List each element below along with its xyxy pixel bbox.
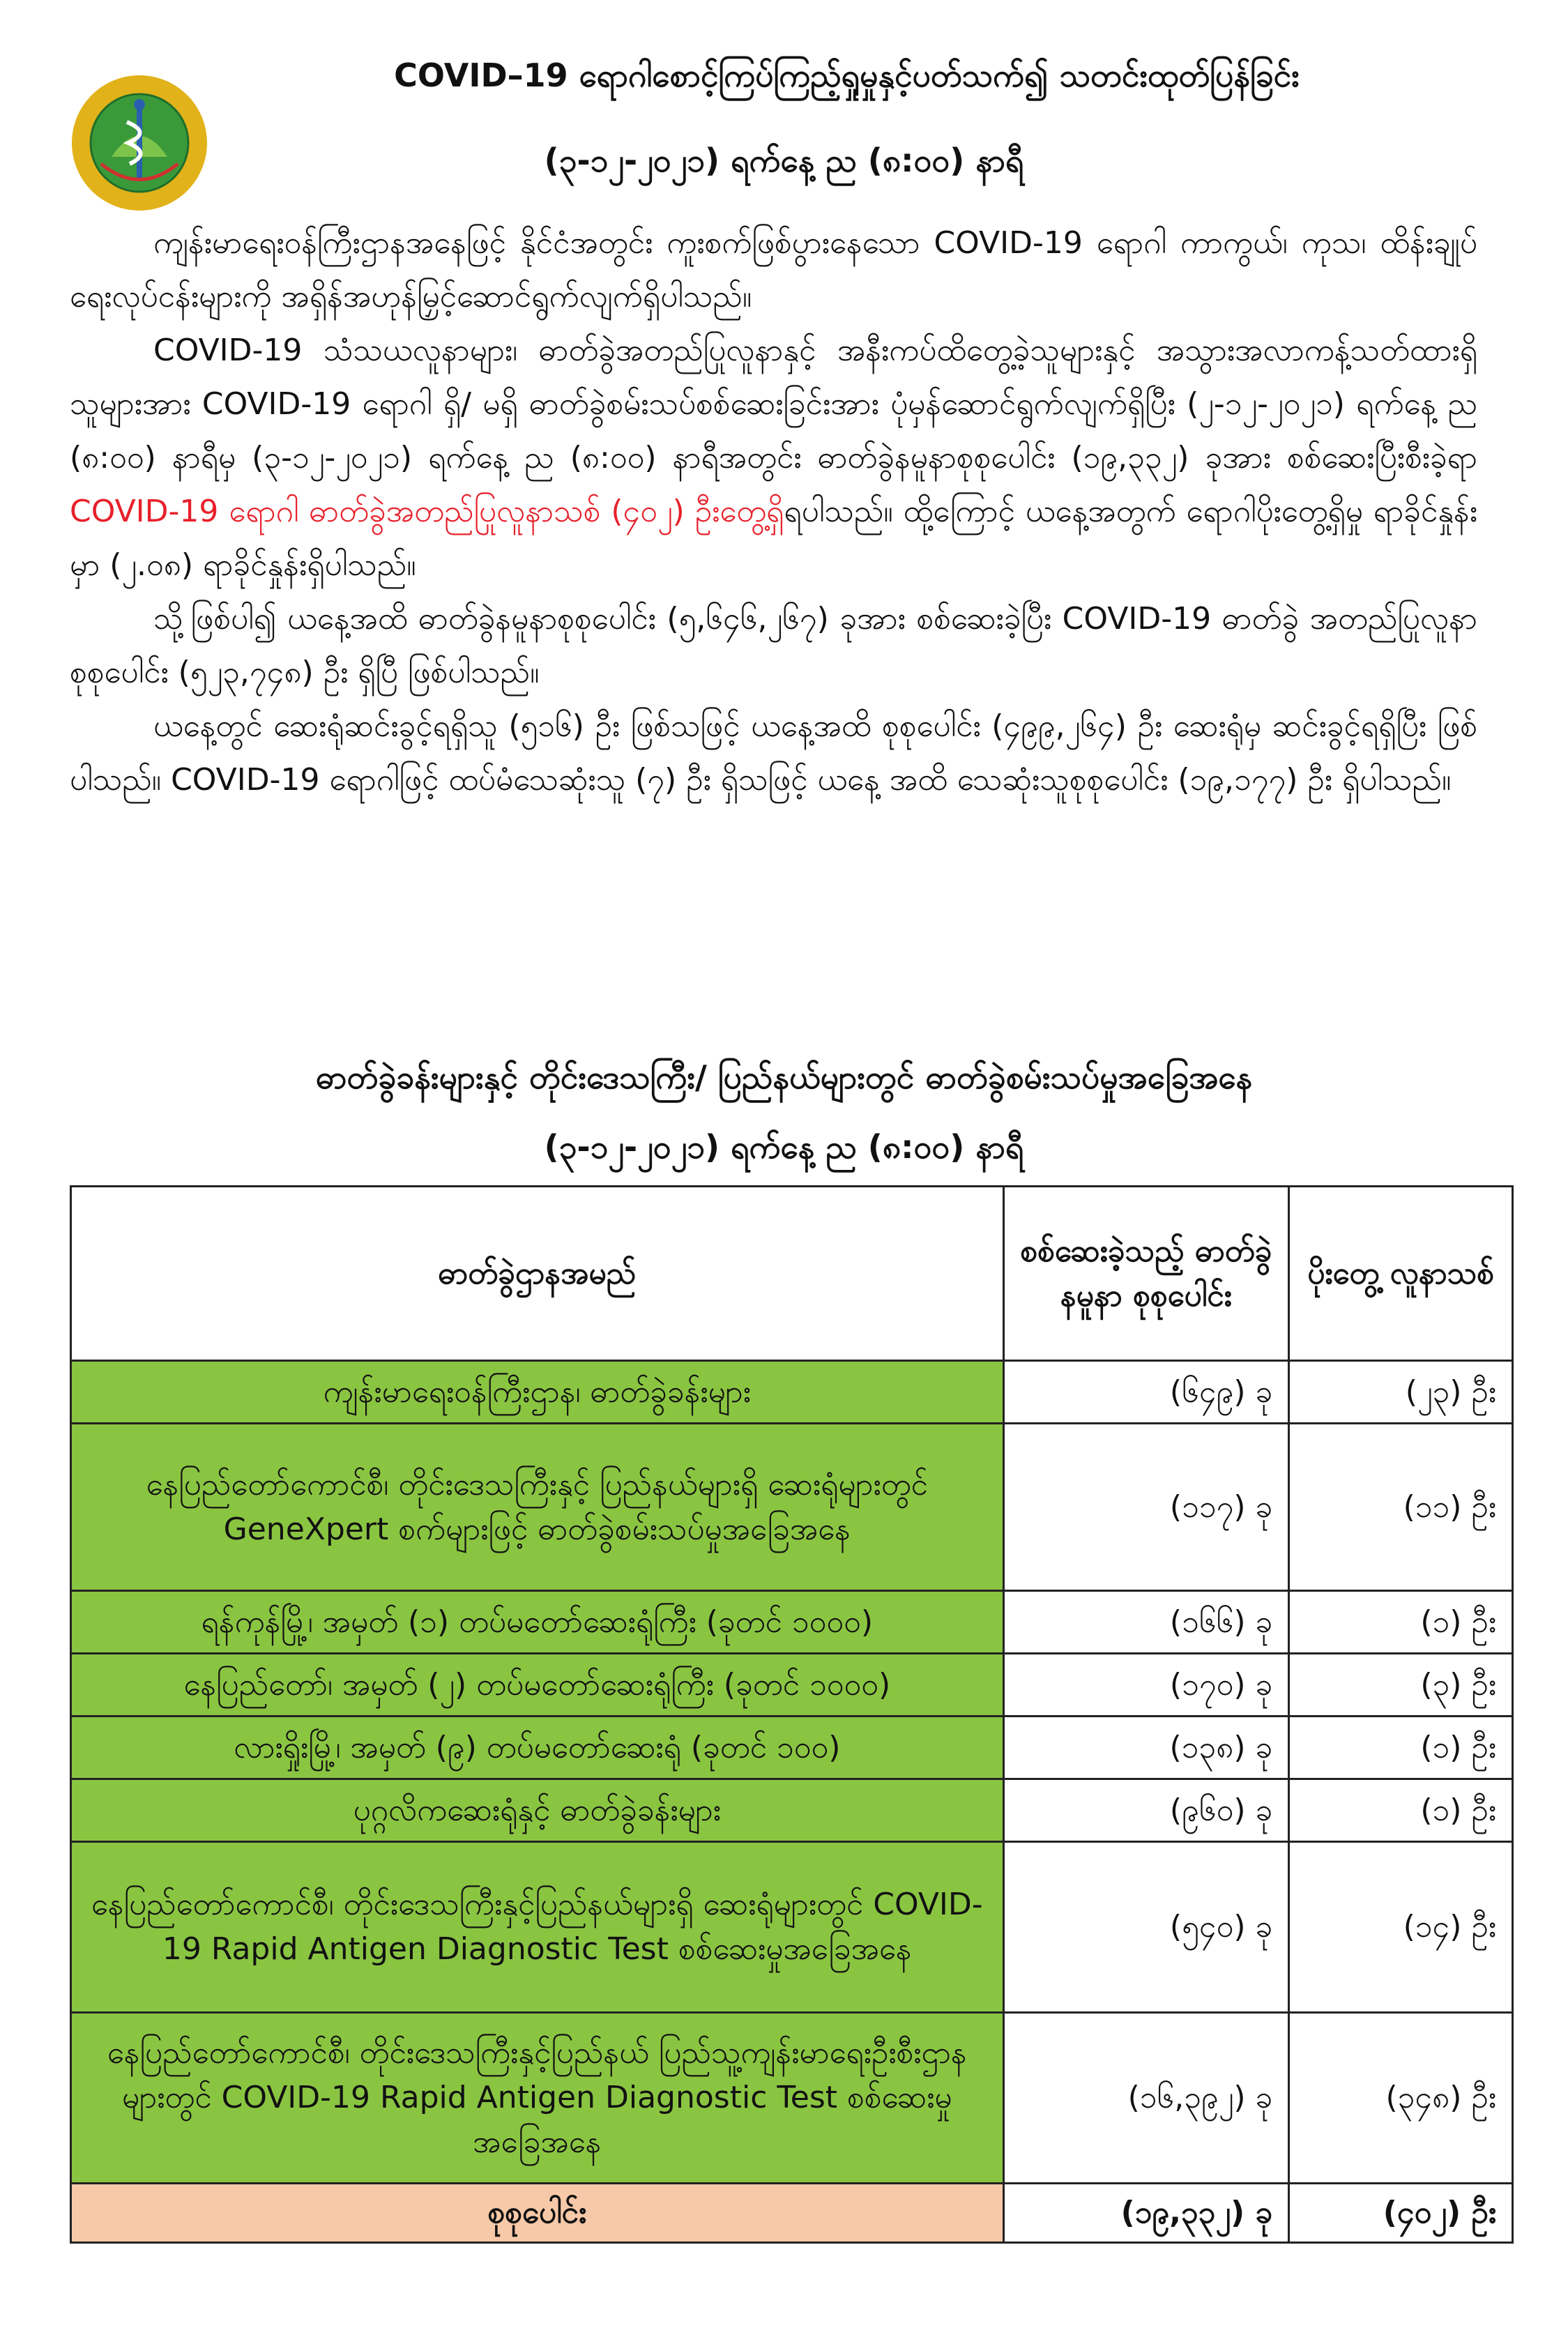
new-positive: (၁၁) ဦး: [1289, 1424, 1513, 1591]
table-row: [71, 1717, 1513, 1779]
header-lab-name: ဓာတ်ခွဲဌာနအမည်: [71, 1187, 1004, 1361]
table-row: [71, 2013, 1513, 2184]
total-new-positive: (၄၀၂) ဦး: [1289, 2184, 1513, 2243]
paragraph-overview: ကျန်းမာရေးဝန်ကြီးဌာနအနေဖြင့် နိုင်ငံအတွင်း ကူးစက်ဖြစ်ပွားနေသော COVID-19 ရောဂါ ကာကွယ်၊ ကုသ၊ ထိန်းချုပ်ရေးလုပ်ငန်းများကို အရှိန်အဟုန်မြှင့်ဆောင်ရွက်လျက်ရှိပါသည်။: [70, 225, 1477, 314]
paragraph-cumulative: သို့ဖြစ်ပါ၍ ယနေ့အထိ ဓာတ်ခွဲနမူနာစုစုပေါင်း (၅,၆၄၆,၂၆၇) ခုအား စစ်ဆေးခဲ့ပြီး COVID-19 ဓာတ်ခွဲ အတည်ပြုလူနာ စုစုပေါင်း (၅၂၃,၇၄၈) ဦး ရှိပြီ ဖြစ်ပါသည်။: [70, 601, 1477, 690]
lab-name: လားရှိုးမြို့၊ အမှတ် (၉) တပ်မတော်ဆေးရုံ (ခုတင် ၁၀၀): [71, 1717, 1004, 1779]
samples-tested: (၁၇၀) ခု: [1003, 1654, 1289, 1717]
press-release-body: [70, 216, 1477, 807]
table-row: [71, 1779, 1513, 1842]
table-row: [71, 1591, 1513, 1654]
paragraph-testing: [70, 324, 1477, 592]
lab-section-heading: [0, 1042, 1568, 1182]
samples-tested: (၁၁၇) ခု: [1003, 1424, 1289, 1591]
testing-text: COVID-19 သံသယလူနာများ၊ ဓာတ်ခွဲအတည်ပြုလူနာနှင့် အနီးကပ်ထိတွေ့ခဲ့သူများနှင့် အသွားအလာကန့်သတ်ထားရှိသူများအား COVID-19 ရောဂါ ရှိ/ မရှိ ဓာတ်ခွဲစမ်းသပ်စစ်ဆေးခြင်းအား ပုံမှန်ဆောင်ရွက်လျက်ရှိပြီး (၂-၁၂-၂၀၂၁) ရက်နေ့ ည (၈:၀၀) နာရီမှ (၃-၁၂-၂၀၂၁) ရက်နေ့ ည (၈:၀၀) နာရီအတွင်း ဓာတ်ခွဲနမူနာစုစုပေါင်း (၁၉,၃၃၂) ခုအား စစ်ဆေးပြီးစီးခဲ့ရာ: [70, 333, 1478, 475]
samples-tested: (၆၄၉) ခု: [1003, 1361, 1289, 1424]
document-datetime: (၃-၁၂-၂၀၂၁) ရက်နေ့ ည (၈:၀၀) နာရီ: [544, 142, 1024, 179]
samples-tested: (၁၆၆) ခု: [1003, 1591, 1289, 1654]
total-label: စုစုပေါင်း: [71, 2184, 1004, 2243]
table-row: [71, 1842, 1513, 2013]
positivity-text: ရပါသည်။ ထို့ကြောင့် ယနေ့အတွက် ရောဂါပိုးတွေ့ရှိမှု ရာခိုင်နှုန်းမှာ (၂.၀၈) ရာခိုင်နှုန်းရှိပါသည်။: [70, 494, 1477, 583]
new-cases-highlight: COVID-19 ရောဂါ ဓာတ်ခွဲအတည်ပြုလူနာသစ် (၄၀၂) ဦးတွေ့ရှိ: [70, 494, 784, 529]
lab-section-title: ဓာတ်ခွဲခန်းများနှင့် တိုင်းဒေသကြီး/ ပြည်နယ်များတွင် ဓာတ်ခွဲစမ်းသပ်မှုအခြေအနေ: [315, 1058, 1253, 1096]
total-samples-tested: (၁၉,၃၃၂) ခု: [1003, 2184, 1289, 2243]
table-row: [71, 1424, 1513, 1591]
lab-name: ရန်ကုန်မြို့၊ အမှတ် (၁) တပ်မတော်ဆေးရုံကြီး (ခုတင် ၁၀၀၀): [71, 1591, 1004, 1654]
lab-name: နေပြည်တော်ကောင်စီ၊ တိုင်းဒေသကြီးနှင့်ပြည်နယ် ပြည်သူ့ကျန်းမာရေးဦးစီးဌာနများတွင် COVID-19 Rapid Antigen Diagnostic Test စစ်ဆေးမှုအခြေအနေ: [71, 2013, 1004, 2184]
header-new-positive: ပိုးတွေ့ လူနာသစ်: [1289, 1187, 1513, 1361]
paragraph-recoveries-deaths: ယနေ့တွင် ဆေးရုံဆင်းခွင့်ရရှိသူ (၅၁၆) ဦး ဖြစ်သဖြင့် ယနေ့အထိ စုစုပေါင်း (၄၉၉,၂၆၄) ဦး ဆေးရုံမှ ဆင်းခွင့်ရရှိပြီး ဖြစ်ပါသည်။ COVID-19 ရောဂါဖြင့် ထပ်မံသေဆုံးသူ (၇) ဦး ရှိသဖြင့် ယနေ့ အထိ သေဆုံးသူစုစုပေါင်း (၁၉,၁၇၇) ဦး ရှိပါသည်။: [70, 708, 1477, 798]
samples-tested: (၉၆၀) ခု: [1003, 1779, 1289, 1842]
header-samples-tested: စစ်ဆေးခဲ့သည့် ဓာတ်ခွဲနမူနာ စုစုပေါင်း: [1003, 1187, 1289, 1361]
table-row: [71, 1361, 1513, 1424]
new-positive: (၂၃) ဦး: [1289, 1361, 1513, 1424]
samples-tested: (၅၄၀) ခု: [1003, 1842, 1289, 2013]
lab-testing-table: [70, 1185, 1514, 2244]
table-total-row: [71, 2184, 1513, 2243]
table-header-row: [71, 1187, 1513, 1361]
lab-name: ကျန်းမာရေးဝန်ကြီးဌာန၊ ဓာတ်ခွဲခန်းများ: [71, 1361, 1004, 1424]
new-positive: (၁) ဦး: [1289, 1591, 1513, 1654]
table-row: [71, 1654, 1513, 1717]
samples-tested: (၁၆,၃၉၂) ခု: [1003, 2013, 1289, 2184]
lab-name: နေပြည်တော်ကောင်စီ၊ တိုင်းဒေသကြီးနှင့်ပြည်နယ်များရှိ ဆေးရုံများတွင် COVID-19 Rapid Antigen Diagnostic Test စစ်ဆေးမှုအခြေအနေ: [71, 1842, 1004, 2013]
new-positive: (၁၄) ဦး: [1289, 1842, 1513, 2013]
new-positive: (၁) ဦး: [1289, 1717, 1513, 1779]
samples-tested: (၁၃၈) ခု: [1003, 1717, 1289, 1779]
lab-name: ပုဂ္ဂလိကဆေးရုံနှင့် ဓာတ်ခွဲခန်းများ: [71, 1779, 1004, 1842]
lab-section-datetime: (၃-၁၂-၂၀၂၁) ရက်နေ့ ည (၈:၀၀) နာရီ: [544, 1128, 1024, 1166]
new-positive: (၃၄၈) ဦး: [1289, 2013, 1513, 2184]
lab-name: နေပြည်တော်၊ အမှတ် (၂) တပ်မတော်ဆေးရုံကြီး (ခုတင် ၁၀၀၀): [71, 1654, 1004, 1717]
new-positive: (၁) ဦး: [1289, 1779, 1513, 1842]
lab-name: နေပြည်တော်ကောင်စီ၊ တိုင်းဒေသကြီးနှင့် ပြည်နယ်များရှိ ဆေးရုံများတွင် GeneXpert စက်များဖြင့် ဓာတ်ခွဲစမ်းသပ်မှုအခြေအနေ: [71, 1424, 1004, 1591]
new-positive: (၃) ဦး: [1289, 1654, 1513, 1717]
document-title: COVID–19 ရောဂါစောင့်ကြပ်ကြည့်ရှုမှုနှင့်ပတ်သက်၍ သတင်းထုတ်ပြန်ခြင်း: [394, 56, 1300, 94]
